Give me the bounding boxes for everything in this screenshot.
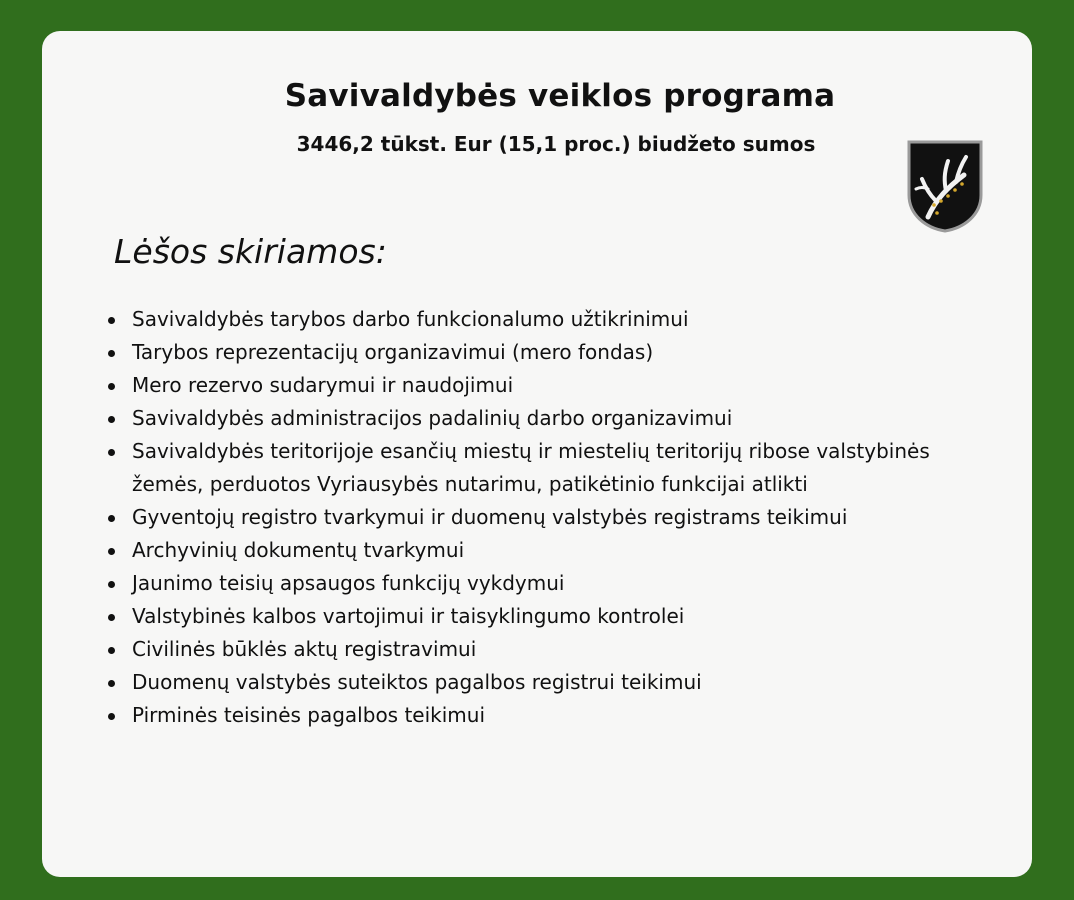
list-item: Civilinės būklės aktų registravimui <box>132 633 972 666</box>
list-item: Jaunimo teisių apsaugos funkcijų vykdymui <box>132 567 972 600</box>
list-item: Pirminės teisinės pagalbos teikimui <box>132 699 972 732</box>
list-item: Duomenų valstybės suteiktos pagalbos registrui teikimui <box>132 666 972 699</box>
list-item: Tarybos reprezentacijų organizavimui (mero fondas) <box>132 336 972 369</box>
list-item: Gyventojų registro tvarkymui ir duomenų valstybės registrams teikimui <box>132 501 972 534</box>
page-title: Savivaldybės veiklos programa <box>284 78 836 114</box>
coat-of-arms-icon <box>906 139 984 233</box>
funding-list <box>132 303 972 732</box>
section-heading: Lėšos skiriamos: <box>114 232 387 271</box>
list-item: Archyvinių dokumentų tvarkymui <box>132 534 972 567</box>
list-item: Savivaldybės tarybos darbo funkcionalumo užtikrinimui <box>132 303 972 336</box>
list-item: Mero rezervo sudarymui ir naudojimui <box>132 369 972 402</box>
list-item: Savivaldybės teritorijoje esančių miestų ir miestelių teritorijų ribose valstybinės žemės, perduotos Vyriausybės nutarimu, patikėtinio funkcijai atlikti <box>132 435 972 501</box>
list-item: Savivaldybės administracijos padalinių darbo organizavimui <box>132 402 972 435</box>
list-item: Valstybinės kalbos vartojimui ir taisyklingumo kontrolei <box>132 600 972 633</box>
budget-subtitle: 3446,2 tūkst. Eur (15,1 proc.) biudžeto sumos <box>296 132 816 156</box>
